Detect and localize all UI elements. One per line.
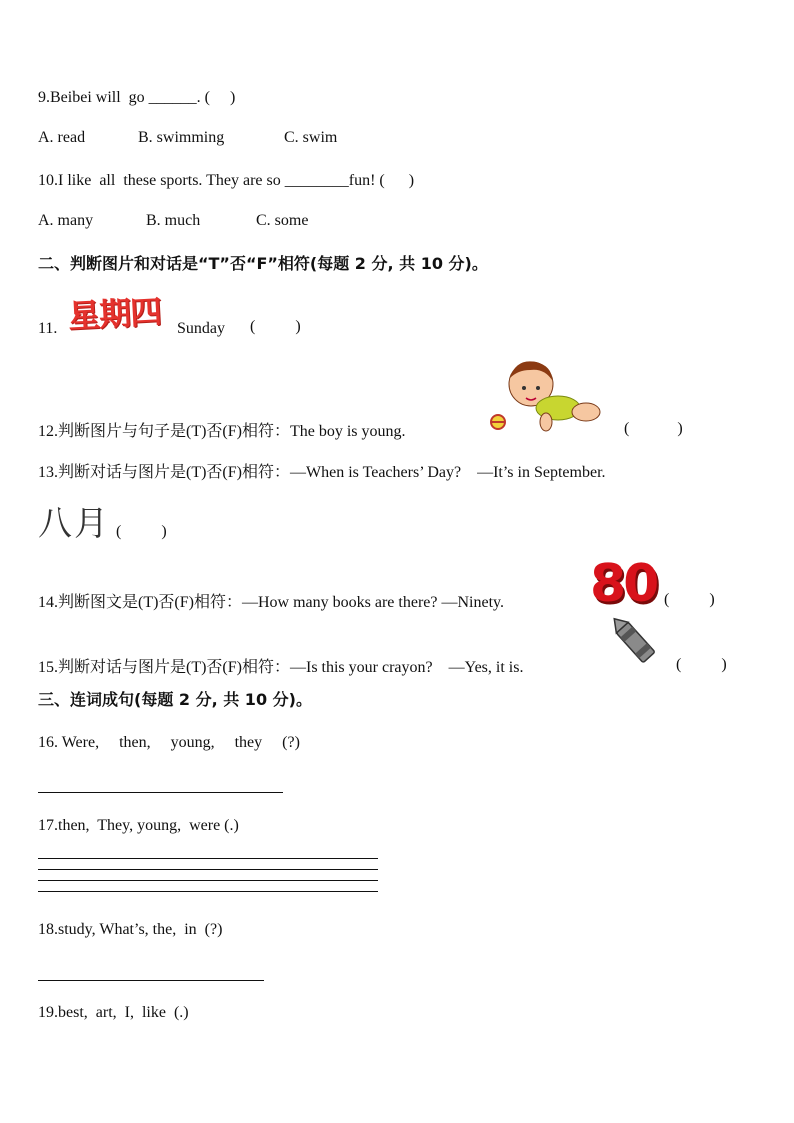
q16-words: 16. Were, then, young, they (?) (38, 734, 300, 751)
august-image-text: 八月 (38, 504, 110, 544)
august-image (38, 496, 112, 542)
thursday-image (66, 289, 170, 336)
baby-crawling-icon (486, 356, 606, 436)
q9-stem: 9.Beibei will go ______. ( ) (38, 89, 236, 106)
q19-words: 19.best, art, I, like (.) (38, 1004, 189, 1021)
crayon-icon (612, 616, 662, 672)
q11-word: Sunday (177, 320, 225, 337)
q17-answer-line-1[interactable] (38, 858, 378, 859)
q12-stem: 12.判断图片与句子是(T)否(F)相符：The boy is young. (38, 423, 406, 440)
q17-words: 17.then, They, young, were (.) (38, 817, 239, 834)
q17-answer-line-4[interactable] (38, 891, 378, 892)
q9-option-a: A. read (38, 129, 86, 146)
q18-answer-line[interactable] (38, 980, 264, 981)
eighty-image (590, 556, 662, 612)
q11-answer-paren: ( ) (250, 318, 301, 335)
q9-option-c: C. swim (284, 129, 338, 146)
q13-answer-paren: ( ) (116, 523, 167, 540)
q12-answer-paren: ( ) (624, 420, 683, 437)
q11-number: 11. (38, 320, 58, 337)
q10-option-b: B. much (146, 212, 201, 229)
q17-answer-line-3[interactable] (38, 880, 378, 881)
q13-stem: 13.判断对话与图片是(T)否(F)相符：—When is Teachers’ Day? —It’s in September. (38, 464, 606, 481)
section3-heading: 三、连词成句(每题 2 分, 共 10 分)。 (38, 690, 312, 709)
q15-answer-paren: ( ) (676, 656, 727, 673)
q14-stem: 14.判断图文是(T)否(F)相符：—How many books are there? —Ninety. (38, 594, 504, 611)
thursday-image-text: 星期四 (67, 292, 163, 336)
eighty-image-text: 80 (590, 554, 657, 614)
q15-stem: 15.判断对话与图片是(T)否(F)相符：—Is this your crayon? —Yes, it is. (38, 659, 524, 676)
section2-heading: 二、判断图片和对话是“T”否“F”相符(每题 2 分, 共 10 分)。 (38, 254, 488, 273)
q10-stem: 10.I like all these sports. They are so ________fun! ( ) (38, 172, 415, 189)
q17-answer-line-2[interactable] (38, 869, 378, 870)
q14-answer-paren: ( ) (664, 591, 715, 608)
q16-answer-line[interactable] (38, 792, 283, 793)
q18-words: 18.study, What’s, the, in (?) (38, 921, 223, 938)
q9-option-b: B. swimming (138, 129, 225, 146)
q10-option-c: C. some (256, 212, 309, 229)
q10-option-a: A. many (38, 212, 94, 229)
